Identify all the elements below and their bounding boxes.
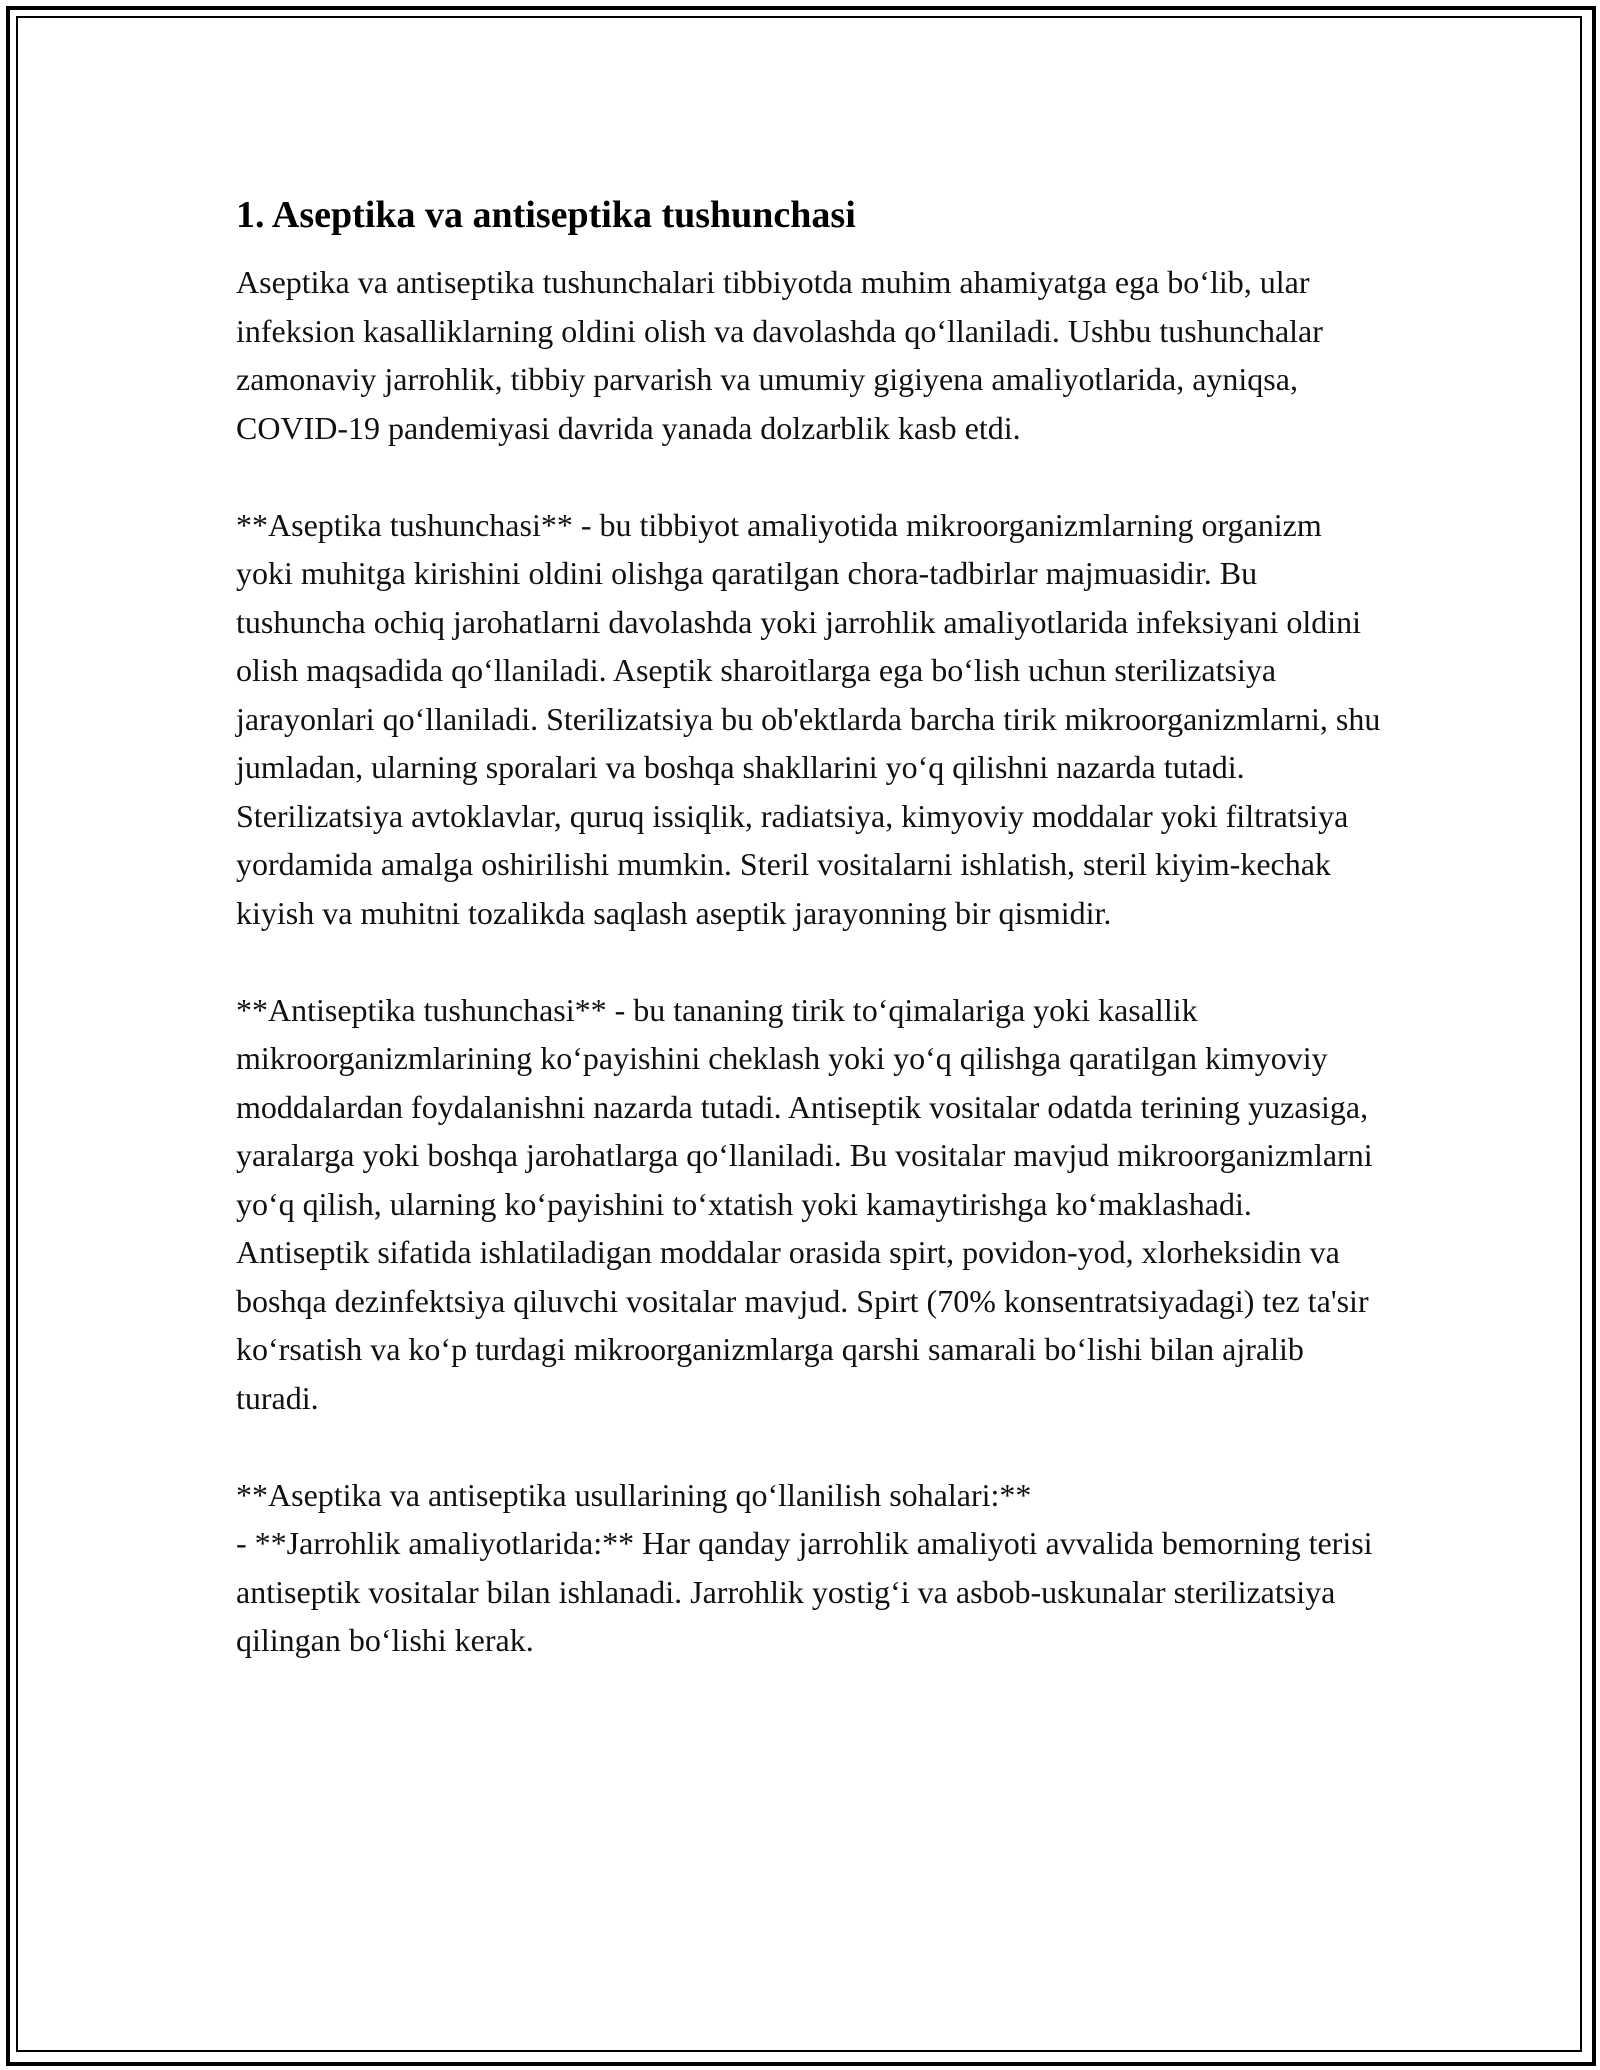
application-areas-title: **Aseptika va antiseptika usullarining qo‘llanilish sohalari:** xyxy=(236,1476,1032,1513)
antiseptika-paragraph: **Antiseptika tushunchasi** - bu tananing tirik to‘qimalariga yoki kasallik mikroorganizmlarining ko‘payishini cheklash yoki yo‘q qilishga qaratilgan kimyoviy moddalardan foydalanishni nazarda tutadi. Antiseptik vositalar odatda terining yuzasiga, yaralarga yoki boshqa jarohatlarga qo‘llaniladi. Bu vositalar mavjud mikroorganizmlarni yo‘q qilish, ularning ko‘payishini to‘xtatish yoki kamaytirishga ko‘maklashadi. Antiseptik sifatida ishlatiladigan moddalar orasida spirt, povidon-yod, xlorheksidin va boshqa dezinfektsiya qiluvchi vositalar mavjud. Spirt (70% konsentratsiyadagi) tez ta'sir ko‘rsatish va ko‘p turdagi mikroorganizmlarga qarshi samarali bo‘lishi bilan ajralib turadi. xyxy=(236,991,1373,1416)
document-body xyxy=(236,190,1386,1665)
aseptika-paragraph: **Aseptika tushunchasi** - bu tibbiyot amaliyotida mikroorganizmlarning organizm yoki muhitga kirishini oldini olishga qaratilgan chora-tadbirlar majmuasidir. Bu tushuncha ochiq jarohatlarni davolashda yoki jarrohlik amaliyotlarida infeksiyani oldini olish maqsadida qo‘llaniladi. Aseptik sharoitlarga ega bo‘lish uchun sterilizatsiya jarayonlari qo‘llaniladi. Sterilizatsiya bu ob'ektlarda barcha tirik mikroorganizmlarni, shu jumladan, ularning sporalari va boshqa shakllarini yo‘q qilishni nazarda tutadi. Sterilizatsiya avtoklavlar, quruq issiqlik, radiatsiya, kimyoviy moddalar yoki filtratsiya yordamida amalga oshirilishi mumkin. Steril vositalarni ishlatish, steril kiyim-kechak kiyish va muhitni tozalikda saqlash aseptik jarayonning bir qismidir. xyxy=(236,506,1381,931)
list-item-surgery: - **Jarrohlik amaliyotlarida:** Har qanday jarrohlik amaliyoti avvalida bemorning terisi antiseptik vositalar bilan ishlanadi. Jarrohlik yostig‘i va asbob-uskunalar sterilizatsiya qilingan bo‘lishi kerak. xyxy=(236,1525,1373,1658)
section-heading: 1. Aseptika va antiseptika tushunchasi xyxy=(236,194,856,236)
intro-paragraph: Aseptika va antiseptika tushunchalari tibbiyotda muhim ahamiyatga ega bo‘lib, ular infeksion kasalliklarning oldini olish va davolashda qo‘llaniladi. Ushbu tushunchalar zamonaviy jarrohlik, tibbiy parvarish va umumiy gigiyena amaliyotlarida, ayniqsa, COVID-19 pandemiyasi davrida yanada dolzarblik kasb etdi. xyxy=(236,264,1323,446)
